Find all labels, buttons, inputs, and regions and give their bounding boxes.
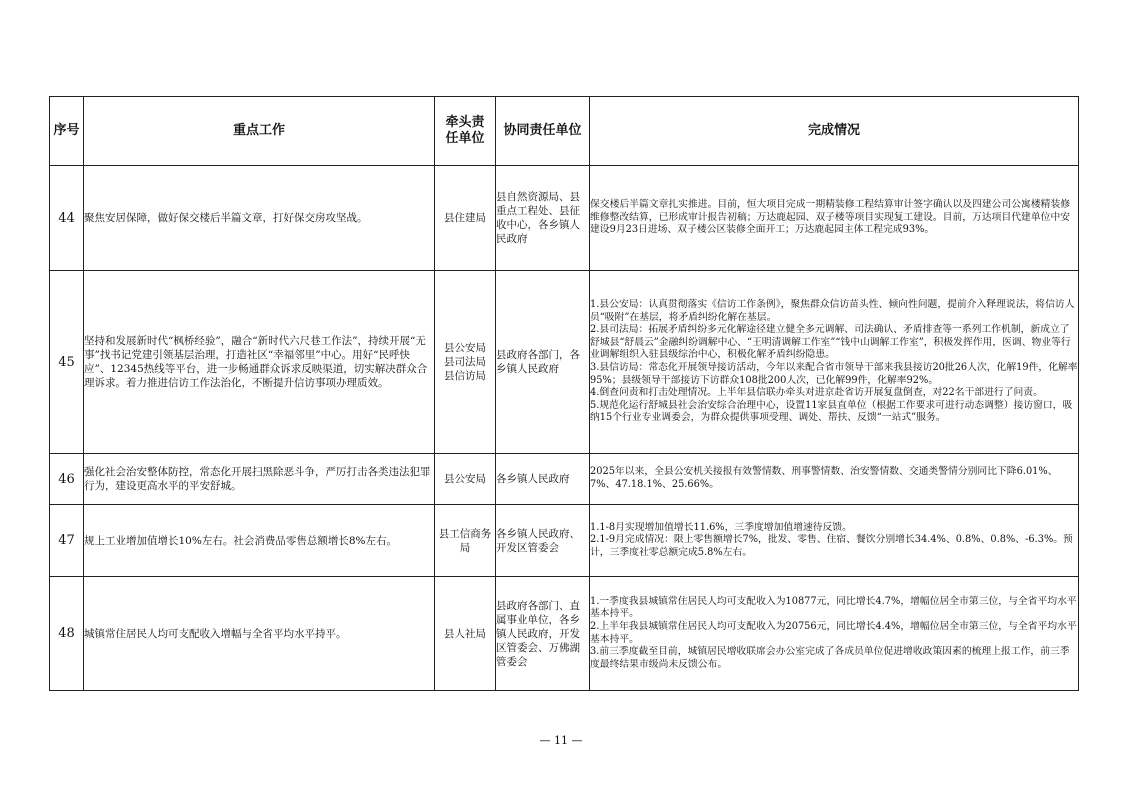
status-line: 2025年以来，全县公安机关接报有效警情数、刑事警情数、治安警情数、交通类警情分别同比下降6.01%、7%、47.18.1%、25.66%。 [590,466,1058,490]
header-seq: 序号 [50,97,84,166]
table-header-row [50,97,1079,166]
row-lead-unit: 县住建局 [435,166,496,271]
row-status [590,271,1079,454]
row-coop-unit: 县自然资源局、县重点工程处、县征收中心，各乡镇人民政府 [496,166,590,271]
status-line: 5.规范化运行舒城县社会治安综合治理中心，设置11家县直单位（根据工作要求可进行动态调整）接访窗口，吸纳15个行业专业调委会，为群众提供事项受理、调处、帮扶、反馈“一站式”服务。 [590,399,1073,424]
status-line: 2.上半年我县城镇常住居民人均可支配收入为20756元，同比增长4.4%，增幅位居全市第三位，与全省平均水平基本持平。 [590,620,1077,645]
status-line: 4.倒查问责和打击处理情况。上半年县信联办牵头对进京赴省访开展复盘倒查，对22名干部进行了问责。 [590,387,1043,399]
table-row [50,505,1079,577]
row-status [590,505,1079,577]
header-task: 重点工作 [84,97,435,166]
header-status: 完成情况 [590,97,1079,166]
row-status [590,166,1079,271]
table-row [50,577,1079,691]
row-seq: 48 [50,577,84,691]
status-line: 1.县公安局：认真贯彻落实《信访工作条例》，聚焦群众信访苗头性、倾向性问题，提前介入释理说法，将信访人员“吸附”在基层，将矛盾纠纷化解在基层。 [590,299,1075,323]
work-progress-table [49,96,1079,691]
row-task: 聚焦安居保障，做好保交楼后半篇文章，打好保交房攻坚战。 [84,166,435,271]
header-coop-unit: 协同责任单位 [496,97,590,166]
row-coop-unit: 县政府各部门、直属事业单位，各乡镇人民政府，开发区管委会、万佛湖管委会 [496,577,590,691]
table-row [50,166,1079,271]
table-row [50,271,1079,454]
status-line: 1.1-8月实现增加值增长11.6%，三季度增加值增速待反馈。 [590,521,852,533]
status-line: 2.1-9月完成情况：限上零售额增长7%，批发、零售、住宿、餐饮分别增长34.4%、0.8%、0.8%、-6.3%。预计，三季度社零总额完成5.8%左右。 [590,534,1073,558]
row-seq: 47 [50,505,84,577]
row-lead-unit: 县公安局 县司法局 县信访局 [435,271,496,454]
row-lead-unit: 县公安局 [435,454,496,505]
row-task: 城镇常住居民人均可支配收入增幅与全省平均水平持平。 [84,577,435,691]
table-row [50,454,1079,505]
row-seq: 46 [50,454,84,505]
page-number: — 11 — [539,734,583,747]
row-coop-unit: 县政府各部门，各乡镇人民政府 [496,271,590,454]
header-lead-unit: 牵头责任单位 [435,97,496,166]
row-lead-unit: 县人社局 [435,577,496,691]
row-coop-unit: 各乡镇人民政府 [496,454,590,505]
status-line: 3.前三季度截至目前，城镇居民增收联席会办公室完成了各成员单位促进增收政策因素的梳理上报工作，前三季度最终结果市级尚未反馈公布。 [590,646,1070,670]
status-line: 1.一季度我县城镇常住居民人均可支配收入为10877元，同比增长4.7%，增幅位居全市第三位，与全省平均水平基本持平。 [590,595,1077,620]
status-line: 3.县信访局：常态化开展领导接访活动，今年以来配合省市领导干部来我县接访20批26人次，化解19件，化解率95%；县级领导干部接访下访群众108批200人次，已化解99件，化解率92%。 [590,362,1078,386]
row-task: 规上工业增加值增长10%左右。社会消费品零售总额增长8%左右。 [84,505,435,577]
status-line: 保交楼后半篇文章扎实推进。目前，恒大项目完成一期精装修工程结算审计签字确认以及四建公司公寓楼精装修维修整改结算，已形成审计报告初稿；万达鹿起园、双子楼等项目实现复工建设。目前，万达项目代建单位中安建设9月23日进场、双子楼公区装修全面开工；万达鹿起园主体工程完成93%。 [590,199,1071,236]
row-task: 坚持和发展新时代“枫桥经验”，融合“新时代六尺巷工作法”，持续开展“无事”找书记党建引领基层治理，打造社区“幸福邻里”中心。用好“民呼快应”、12345热线等平台，进一步畅通群众诉求反映渠道，切实解决群众合理诉求。着力推进信访工作法治化，不断提升信访事项办理质效。 [84,271,435,454]
row-coop-unit: 各乡镇人民政府、开发区管委会 [496,505,590,577]
row-seq: 44 [50,166,84,271]
status-line: 2.县司法局：拓展矛盾纠纷多元化解途径建立健全多元调解、司法确认、矛盾排查等一系列工作机制，新成立了舒城县“舒晨云”金融纠纷调解中心、“王明清调解工作室”“钱中山调解工作室”，积极发挥作用，医调、物业等行业调解组织入驻县级综治中心，积极化解矛盾纠纷隐患。 [590,324,1071,361]
row-seq: 45 [50,271,84,454]
row-lead-unit: 县工信商务局 [435,505,496,577]
row-task: 强化社会治安整体防控，常态化开展扫黑除恶斗争，严厉打击各类违法犯罪行为，建设更高水平的平安舒城。 [84,454,435,505]
row-status [590,454,1079,505]
row-status [590,577,1079,691]
